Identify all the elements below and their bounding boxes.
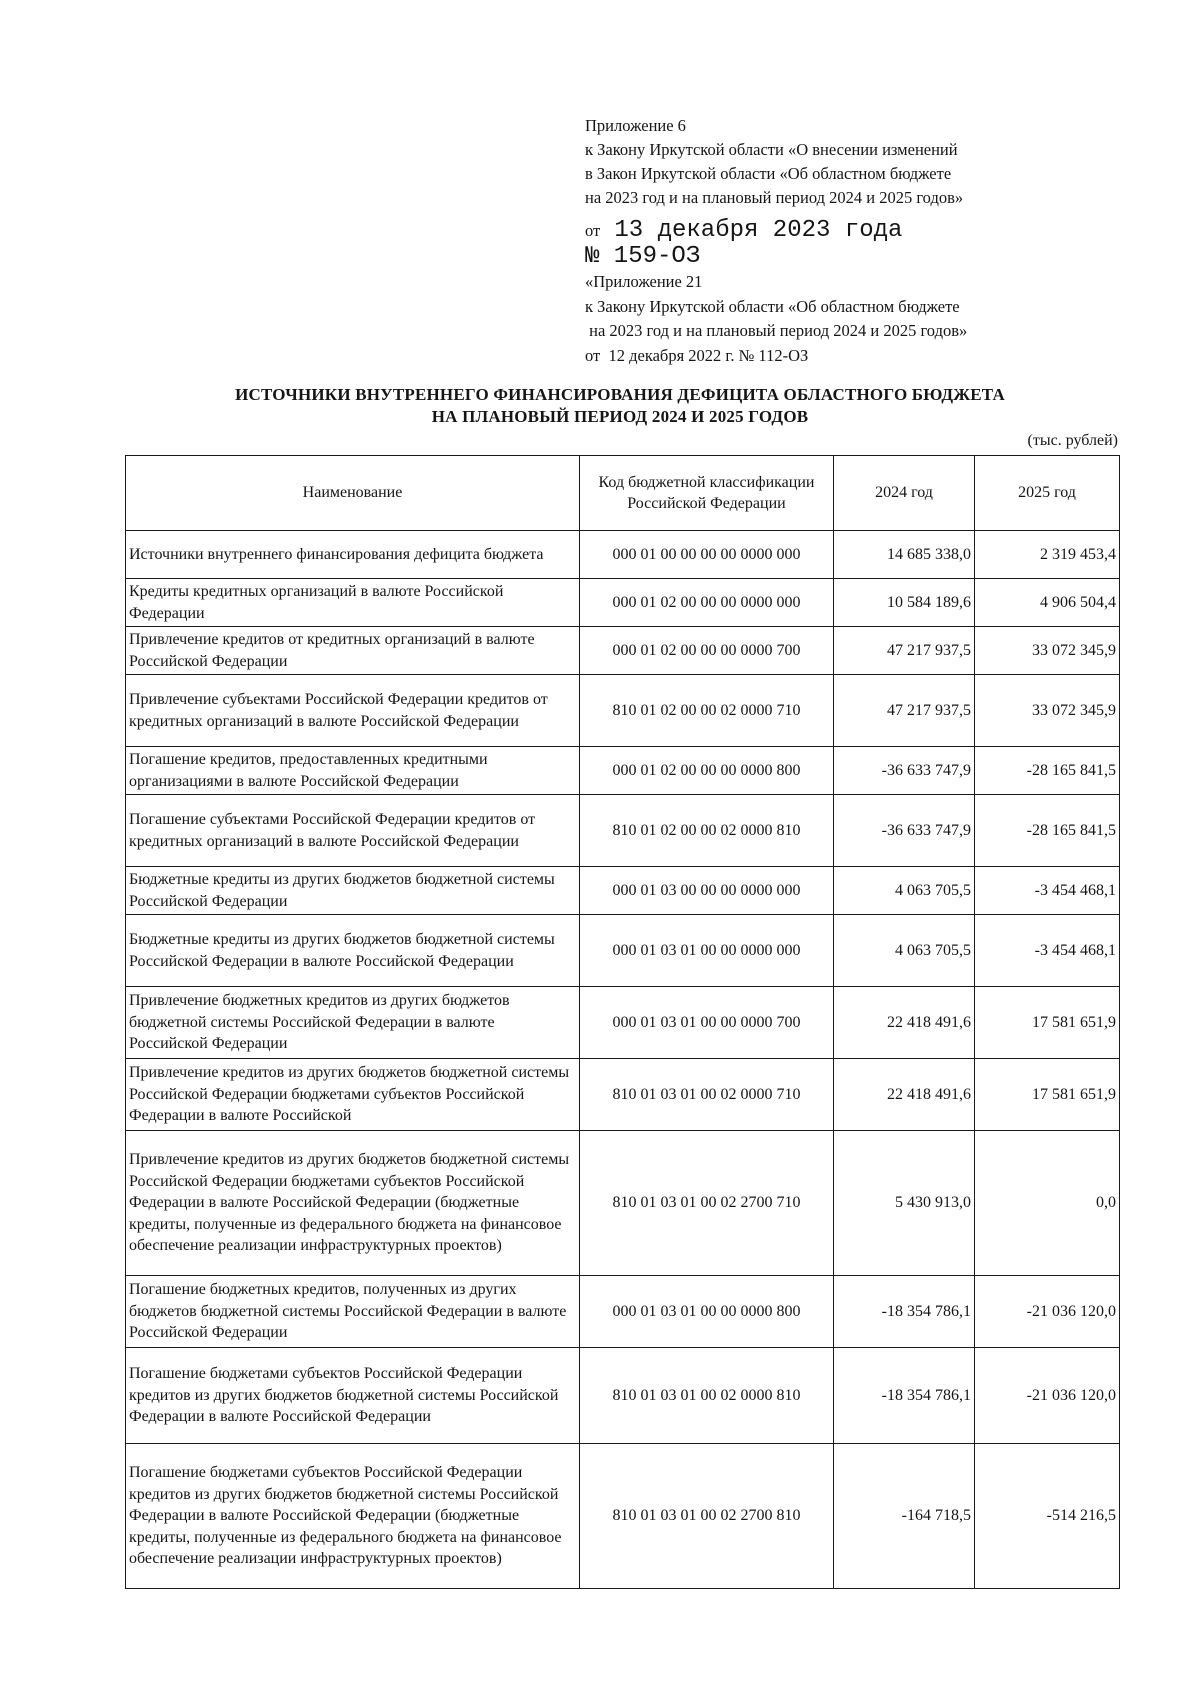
row-name: Источники внутреннего финансирования дефицита бюджета <box>126 531 580 579</box>
row-value-2025: -21 036 120,0 <box>975 1348 1120 1444</box>
row-value-2024: -36 633 747,9 <box>834 795 975 867</box>
table-row <box>126 867 1120 915</box>
row-code: 000 01 02 00 00 00 0000 800 <box>580 747 834 795</box>
row-value-2024: 5 430 913,0 <box>834 1131 975 1276</box>
table-row <box>126 1444 1120 1589</box>
row-value-2024: 14 685 338,0 <box>834 531 975 579</box>
row-value-2024: 4 063 705,5 <box>834 915 975 987</box>
row-value-2025: -28 165 841,5 <box>975 747 1120 795</box>
law-number: № 159-ОЗ <box>585 243 701 270</box>
row-code: 000 01 00 00 00 00 0000 000 <box>580 531 834 579</box>
row-value-2025: -3 454 468,1 <box>975 915 1120 987</box>
title-line-2: НА ПЛАНОВЫЙ ПЕРИОД 2024 И 2025 ГОДОВ <box>431 407 809 426</box>
row-code: 810 01 02 00 00 02 0000 810 <box>580 795 834 867</box>
row-value-2024: -164 718,5 <box>834 1444 975 1589</box>
row-value-2025: 33 072 345,9 <box>975 675 1120 747</box>
row-name: Бюджетные кредиты из других бюджетов бюджетной системы Российской Федерации <box>126 867 580 915</box>
row-value-2024: -18 354 786,1 <box>834 1348 975 1444</box>
annex-line: от 12 декабря 2022 г. № 112-ОЗ <box>585 345 809 365</box>
row-value-2025: 4 906 504,4 <box>975 579 1120 627</box>
table-row <box>126 579 1120 627</box>
table-row <box>126 915 1120 987</box>
row-name: Погашение субъектами Российской Федерации кредитов от кредитных организаций в валюте Российской Федерации <box>126 795 580 867</box>
column-header-code: Код бюджетной классификации Российской Федерации <box>580 456 834 531</box>
row-value-2025: -514 216,5 <box>975 1444 1120 1589</box>
row-value-2025: 0,0 <box>975 1131 1120 1276</box>
row-name: Кредиты кредитных организаций в валюте Российской Федерации <box>126 579 580 627</box>
row-value-2025: 33 072 345,9 <box>975 627 1120 675</box>
column-header-2025: 2025 год <box>975 456 1120 531</box>
header-line: на 2023 год и на плановый период 2024 и 2025 годов» <box>585 188 964 207</box>
column-header-name: Наименование <box>126 456 580 531</box>
annex-line: «Приложение 21 <box>585 272 703 291</box>
column-header-2024: 2024 год <box>834 456 975 531</box>
table-header-row <box>126 456 1120 531</box>
table-row <box>126 747 1120 795</box>
appendix-header <box>585 114 963 270</box>
row-value-2025: 17 581 651,9 <box>975 1059 1120 1131</box>
annex-line: к Закону Иркутской области «Об областном бюджете <box>585 296 960 316</box>
row-value-2025: -28 165 841,5 <box>975 795 1120 867</box>
row-code: 810 01 03 01 00 02 2700 710 <box>580 1131 834 1276</box>
table-row <box>126 987 1120 1059</box>
document-title <box>120 384 1120 428</box>
table-row <box>126 675 1120 747</box>
row-value-2024: 4 063 705,5 <box>834 867 975 915</box>
row-code: 810 01 03 01 00 02 0000 810 <box>580 1348 834 1444</box>
row-name: Погашение бюджетами субъектов Российской Федерации кредитов из других бюджетов бюджетной системы Российской Федерации в валюте Российской Федерации <box>126 1348 580 1444</box>
row-value-2024: 47 217 937,5 <box>834 627 975 675</box>
law-date: 13 декабря 2023 года <box>614 217 903 244</box>
row-code: 000 01 03 00 00 00 0000 000 <box>580 867 834 915</box>
row-code: 000 01 02 00 00 00 0000 000 <box>580 579 834 627</box>
row-value-2025: 2 319 453,4 <box>975 531 1120 579</box>
annex-reference <box>585 270 967 368</box>
header-line: Приложение 6 <box>585 116 686 135</box>
header-line: к Закону Иркутской области «О внесении изменений <box>585 140 958 159</box>
row-name: Погашение бюджетами субъектов Российской Федерации кредитов из других бюджетов бюджетной системы Российской Федерации в валюте Российской Федерации (бюджетные кредиты, полученные из федерального бюджета на финансовое обеспечение реализации инфраструктурных проектов) <box>126 1444 580 1589</box>
row-value-2024: -36 633 747,9 <box>834 747 975 795</box>
financing-sources-table <box>125 455 1120 1589</box>
units-label: (тыс. рублей) <box>1027 432 1118 449</box>
row-value-2024: -18 354 786,1 <box>834 1276 975 1348</box>
row-value-2024: 22 418 491,6 <box>834 1059 975 1131</box>
table-row <box>126 1131 1120 1276</box>
row-name: Погашение кредитов, предоставленных кредитными организациями в валюте Российской Федерации <box>126 747 580 795</box>
row-code: 000 01 02 00 00 00 0000 700 <box>580 627 834 675</box>
row-name: Привлечение кредитов из других бюджетов бюджетной системы Российской Федерации бюджетами субъектов Российской Федерации в валюте Российской Федерации (бюджетные кредиты, полученные из федерального бюджета на финансовое обеспечение реализации инфраструктурных проектов) <box>126 1131 580 1276</box>
row-name: Привлечение кредитов из других бюджетов бюджетной системы Российской Федерации бюджетами субъектов Российской Федерации в валюте Российской <box>126 1059 580 1131</box>
table-row <box>126 627 1120 675</box>
row-code: 810 01 03 01 00 02 0000 710 <box>580 1059 834 1131</box>
row-value-2024: 47 217 937,5 <box>834 675 975 747</box>
row-name: Бюджетные кредиты из других бюджетов бюджетной системы Российской Федерации в валюте Российской Федерации <box>126 915 580 987</box>
row-name: Погашение бюджетных кредитов, полученных из других бюджетов бюджетной системы Российской Федерации в валюте Российской Федерации <box>126 1276 580 1348</box>
row-code: 810 01 02 00 00 02 0000 710 <box>580 675 834 747</box>
table-row <box>126 1276 1120 1348</box>
annex-line: на 2023 год и на плановый период 2024 и 2025 годов» <box>585 321 968 340</box>
row-value-2024: 10 584 189,6 <box>834 579 975 627</box>
row-value-2025: -3 454 468,1 <box>975 867 1120 915</box>
table-row <box>126 795 1120 867</box>
row-name: Привлечение кредитов от кредитных организаций в валюте Российской Федерации <box>126 627 580 675</box>
table-row <box>126 1059 1120 1131</box>
header-line: в Закон Иркутской области «Об областном бюджете <box>585 164 952 183</box>
row-value-2025: -21 036 120,0 <box>975 1276 1120 1348</box>
row-code: 000 01 03 01 00 00 0000 800 <box>580 1276 834 1348</box>
table-row <box>126 1348 1120 1444</box>
table-row <box>126 531 1120 579</box>
title-line-1: ИСТОЧНИКИ ВНУТРЕННЕГО ФИНАНСИРОВАНИЯ ДЕФИЦИТА ОБЛАСТНОГО БЮДЖЕТА <box>235 385 1005 404</box>
row-value-2025: 17 581 651,9 <box>975 987 1120 1059</box>
row-code: 000 01 03 01 00 00 0000 000 <box>580 915 834 987</box>
date-prefix: от <box>585 221 601 240</box>
row-code: 000 01 03 01 00 00 0000 700 <box>580 987 834 1059</box>
row-name: Привлечение субъектами Российской Федерации кредитов от кредитных организаций в валюте Российской Федерации <box>126 675 580 747</box>
row-name: Привлечение бюджетных кредитов из других бюджетов бюджетной системы Российской Федерации в валюте Российской Федерации <box>126 987 580 1059</box>
row-value-2024: 22 418 491,6 <box>834 987 975 1059</box>
row-code: 810 01 03 01 00 02 2700 810 <box>580 1444 834 1589</box>
